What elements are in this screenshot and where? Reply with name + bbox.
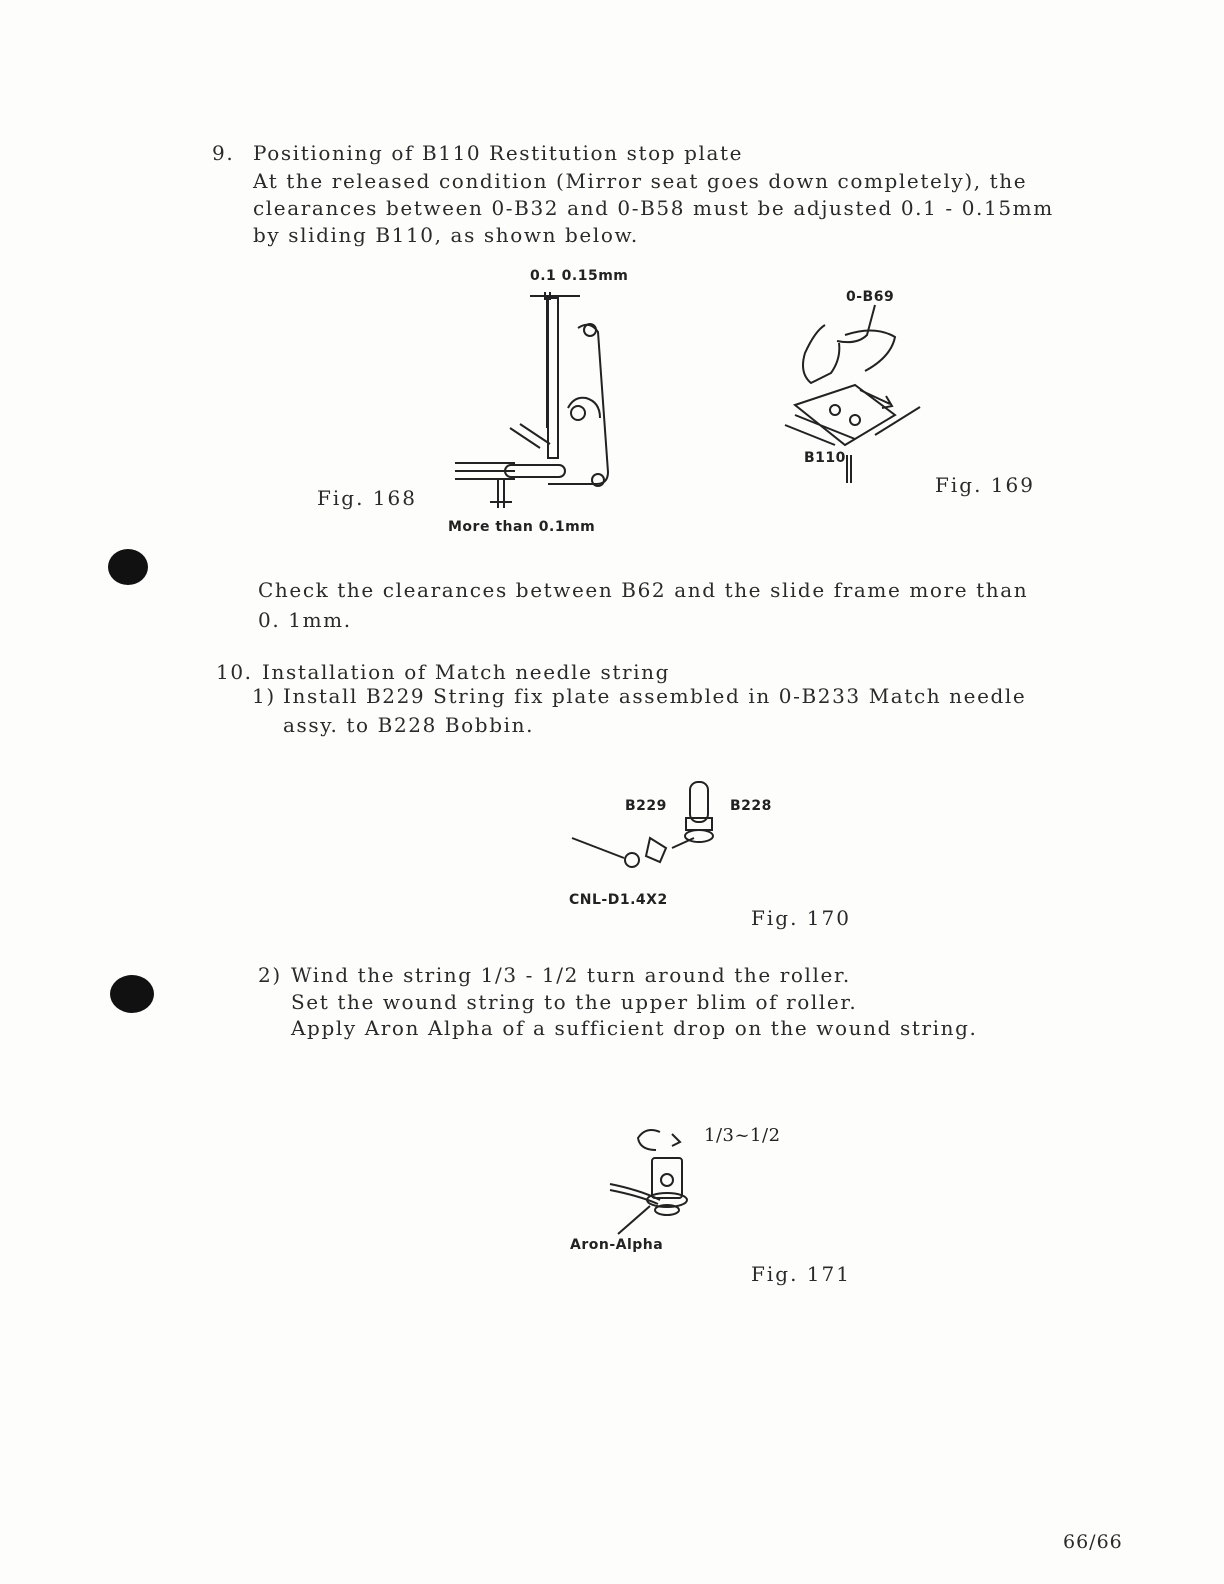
- section-10-heading: Installation of Match needle string: [262, 660, 671, 684]
- step-1-number: 1): [252, 684, 276, 708]
- fig-168-caption: Fig. 168: [317, 486, 417, 510]
- step-2-line-1: Wind the string 1/3 - 1/2 turn around the roller.: [291, 963, 851, 987]
- fig-171-drawing: [590, 1128, 700, 1240]
- fig-171-caption: Fig. 171: [751, 1262, 851, 1286]
- step-2-line-3: Apply Aron Alpha of a sufficient drop on the wound string.: [291, 1016, 978, 1040]
- step-2-number: 2): [258, 963, 282, 987]
- fig-170-b228-label: B228: [730, 798, 772, 814]
- step-2-line-2: Set the wound string to the upper blim of roller.: [291, 990, 858, 1014]
- section-10-number: 10.: [216, 660, 253, 684]
- fig-170-b229-label: B229: [625, 798, 667, 814]
- section-9-line-1: At the released condition (Mirror seat goes down completely), the: [253, 169, 1028, 193]
- section-9-line-2: clearances between 0-B32 and 0-B58 must be adjusted 0.1 - 0.15mm: [253, 196, 1054, 220]
- fig-168-drawing: [450, 288, 630, 513]
- fig-169-part-label: 0-B69: [846, 289, 895, 305]
- step-1-line-1: Install B229 String fix plate assembled in 0-B233 Match needle: [283, 684, 1027, 708]
- check-line-2: 0. 1mm.: [258, 608, 352, 632]
- scan-blot: [108, 549, 148, 585]
- section-9-heading: Positioning of B110 Restitution stop plate: [253, 141, 744, 165]
- fig-170-caption: Fig. 170: [751, 906, 851, 930]
- scan-blot: [110, 975, 154, 1013]
- fig-171-turn-label: 1/3~1/2: [704, 1125, 781, 1146]
- section-9-number: 9.: [212, 141, 235, 165]
- fig-171-glue-label: Aron-Alpha: [570, 1237, 664, 1253]
- section-9-line-3: by sliding B110, as shown below.: [253, 223, 639, 247]
- check-line-1: Check the clearances between B62 and the slide frame more than: [258, 578, 1029, 602]
- step-1-line-2: assy. to B228 Bobbin.: [283, 713, 535, 737]
- fig-170-drawing: [572, 776, 722, 881]
- fig-168-bottom-label: More than 0.1mm: [448, 519, 596, 535]
- fig-168-top-label: 0.1 0.15mm: [530, 268, 629, 284]
- page-number: 66/66: [1063, 1531, 1123, 1553]
- fig-170-screw-label: CNL-D1.4X2: [569, 892, 668, 908]
- fig-169-drawing: [775, 305, 925, 485]
- fig-169-caption: Fig. 169: [935, 473, 1035, 497]
- fig-169-b110-label: B110: [804, 450, 846, 466]
